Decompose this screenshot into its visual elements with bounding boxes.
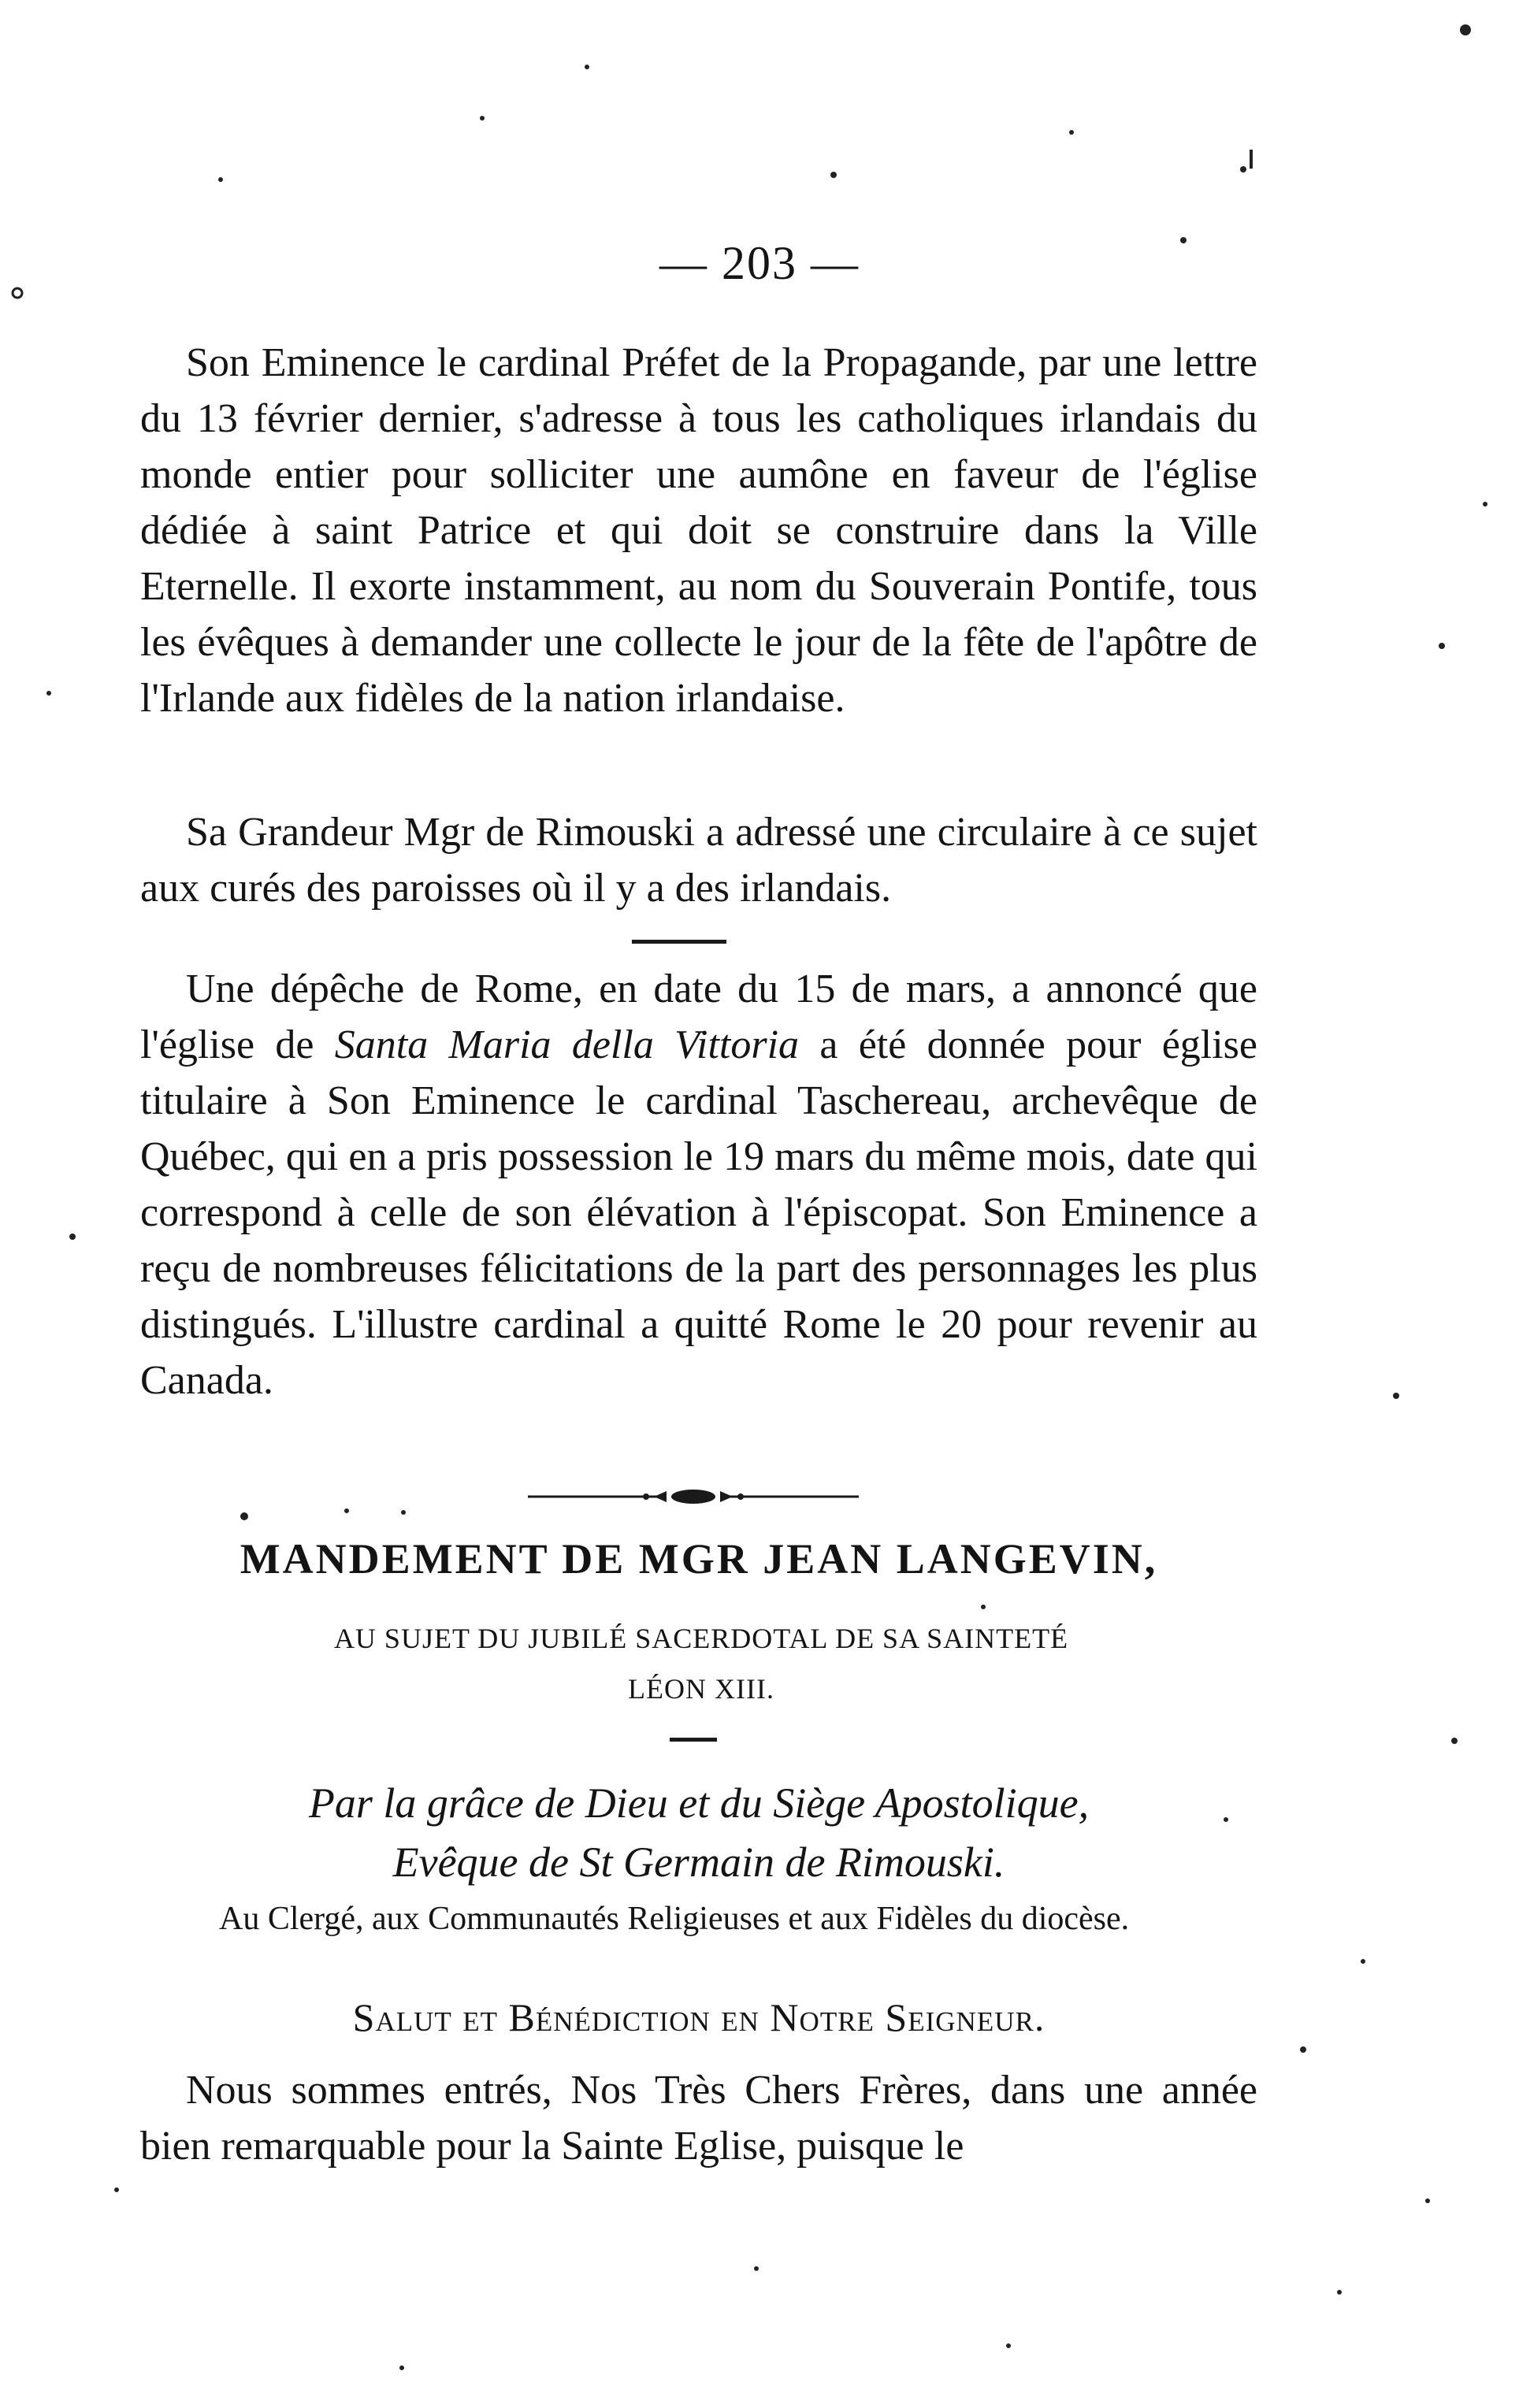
mandement-heading: MANDEMENT DE MGR JEAN LANGEVIN, xyxy=(240,1535,1158,1582)
paragraph-rimouski-circular: Sa Grandeur Mgr de Rimouski a adressé une circulaire à ce sujet aux curés des paroisses où il y a des irlandais. xyxy=(140,810,1257,911)
paragraph-propaganda-letter: Son Eminence le cardinal Préfet de la Propagande, par une lettre du 13 février dernier, s'adresse à tous les catholiques irlandais du monde entier pour solliciter une aumône en faveur de l'église dédiée à saint Patrice et qui doit se construire dans la Ville Eternelle. Il exorte instamment, au nom du Souverain Pontife, tous les évêques à demander une collecte le jour de la fête de l'apôtre de l'Irlande aux fidèles de la nation irlandaise. xyxy=(140,340,1257,721)
bishop-title-line-2: Evêque de St Germain de Rimouski. xyxy=(392,1838,1005,1886)
paragraph-jubilee-intro: Nous sommes entrés, Nos Très Chers Frères, dans une année bien remarquable pour la Sainte Eglise, puisque le xyxy=(140,2068,1257,2169)
paragraph-rome-dispatch-text-before: Une dépêche de Rome, en date du 15 de mars, a annoncé que l'église de xyxy=(140,967,1257,1067)
subheading-line-1: AU SUJET DU JUBILÉ SACERDOTAL DE SA SAINTETÉ xyxy=(333,1623,1069,1654)
salutation: Salut et Bénédiction en Notre Seigneur. xyxy=(352,1995,1045,2039)
address-line: Au Clergé, aux Communautés Religieuses et aux Fidèles du diocèse. xyxy=(219,1901,1130,1937)
subheading-line-2: LÉON XIII. xyxy=(628,1673,774,1705)
bishop-title-line-1: Par la grâce de Dieu et du Siège Apostolique, xyxy=(308,1779,1090,1827)
page-number: — 203 — xyxy=(659,237,860,289)
church-title-italic: Santa Maria della Vittoria xyxy=(334,1022,800,1067)
paragraph-rome-dispatch-text-after: a été donnée pour église titulaire à Son Eminence le cardinal Taschereau, archevêque de Québec, qui en a pris possession le 19 mars du même mois, date qui correspond à celle de son élévation à l'épiscopat. Son Eminence a reçu de nombreuses félicitations de la part des personnages les plus distingués. L'illustre cardinal a quitté Rome le 20 pour revenir au Canada. xyxy=(140,1022,1257,1403)
